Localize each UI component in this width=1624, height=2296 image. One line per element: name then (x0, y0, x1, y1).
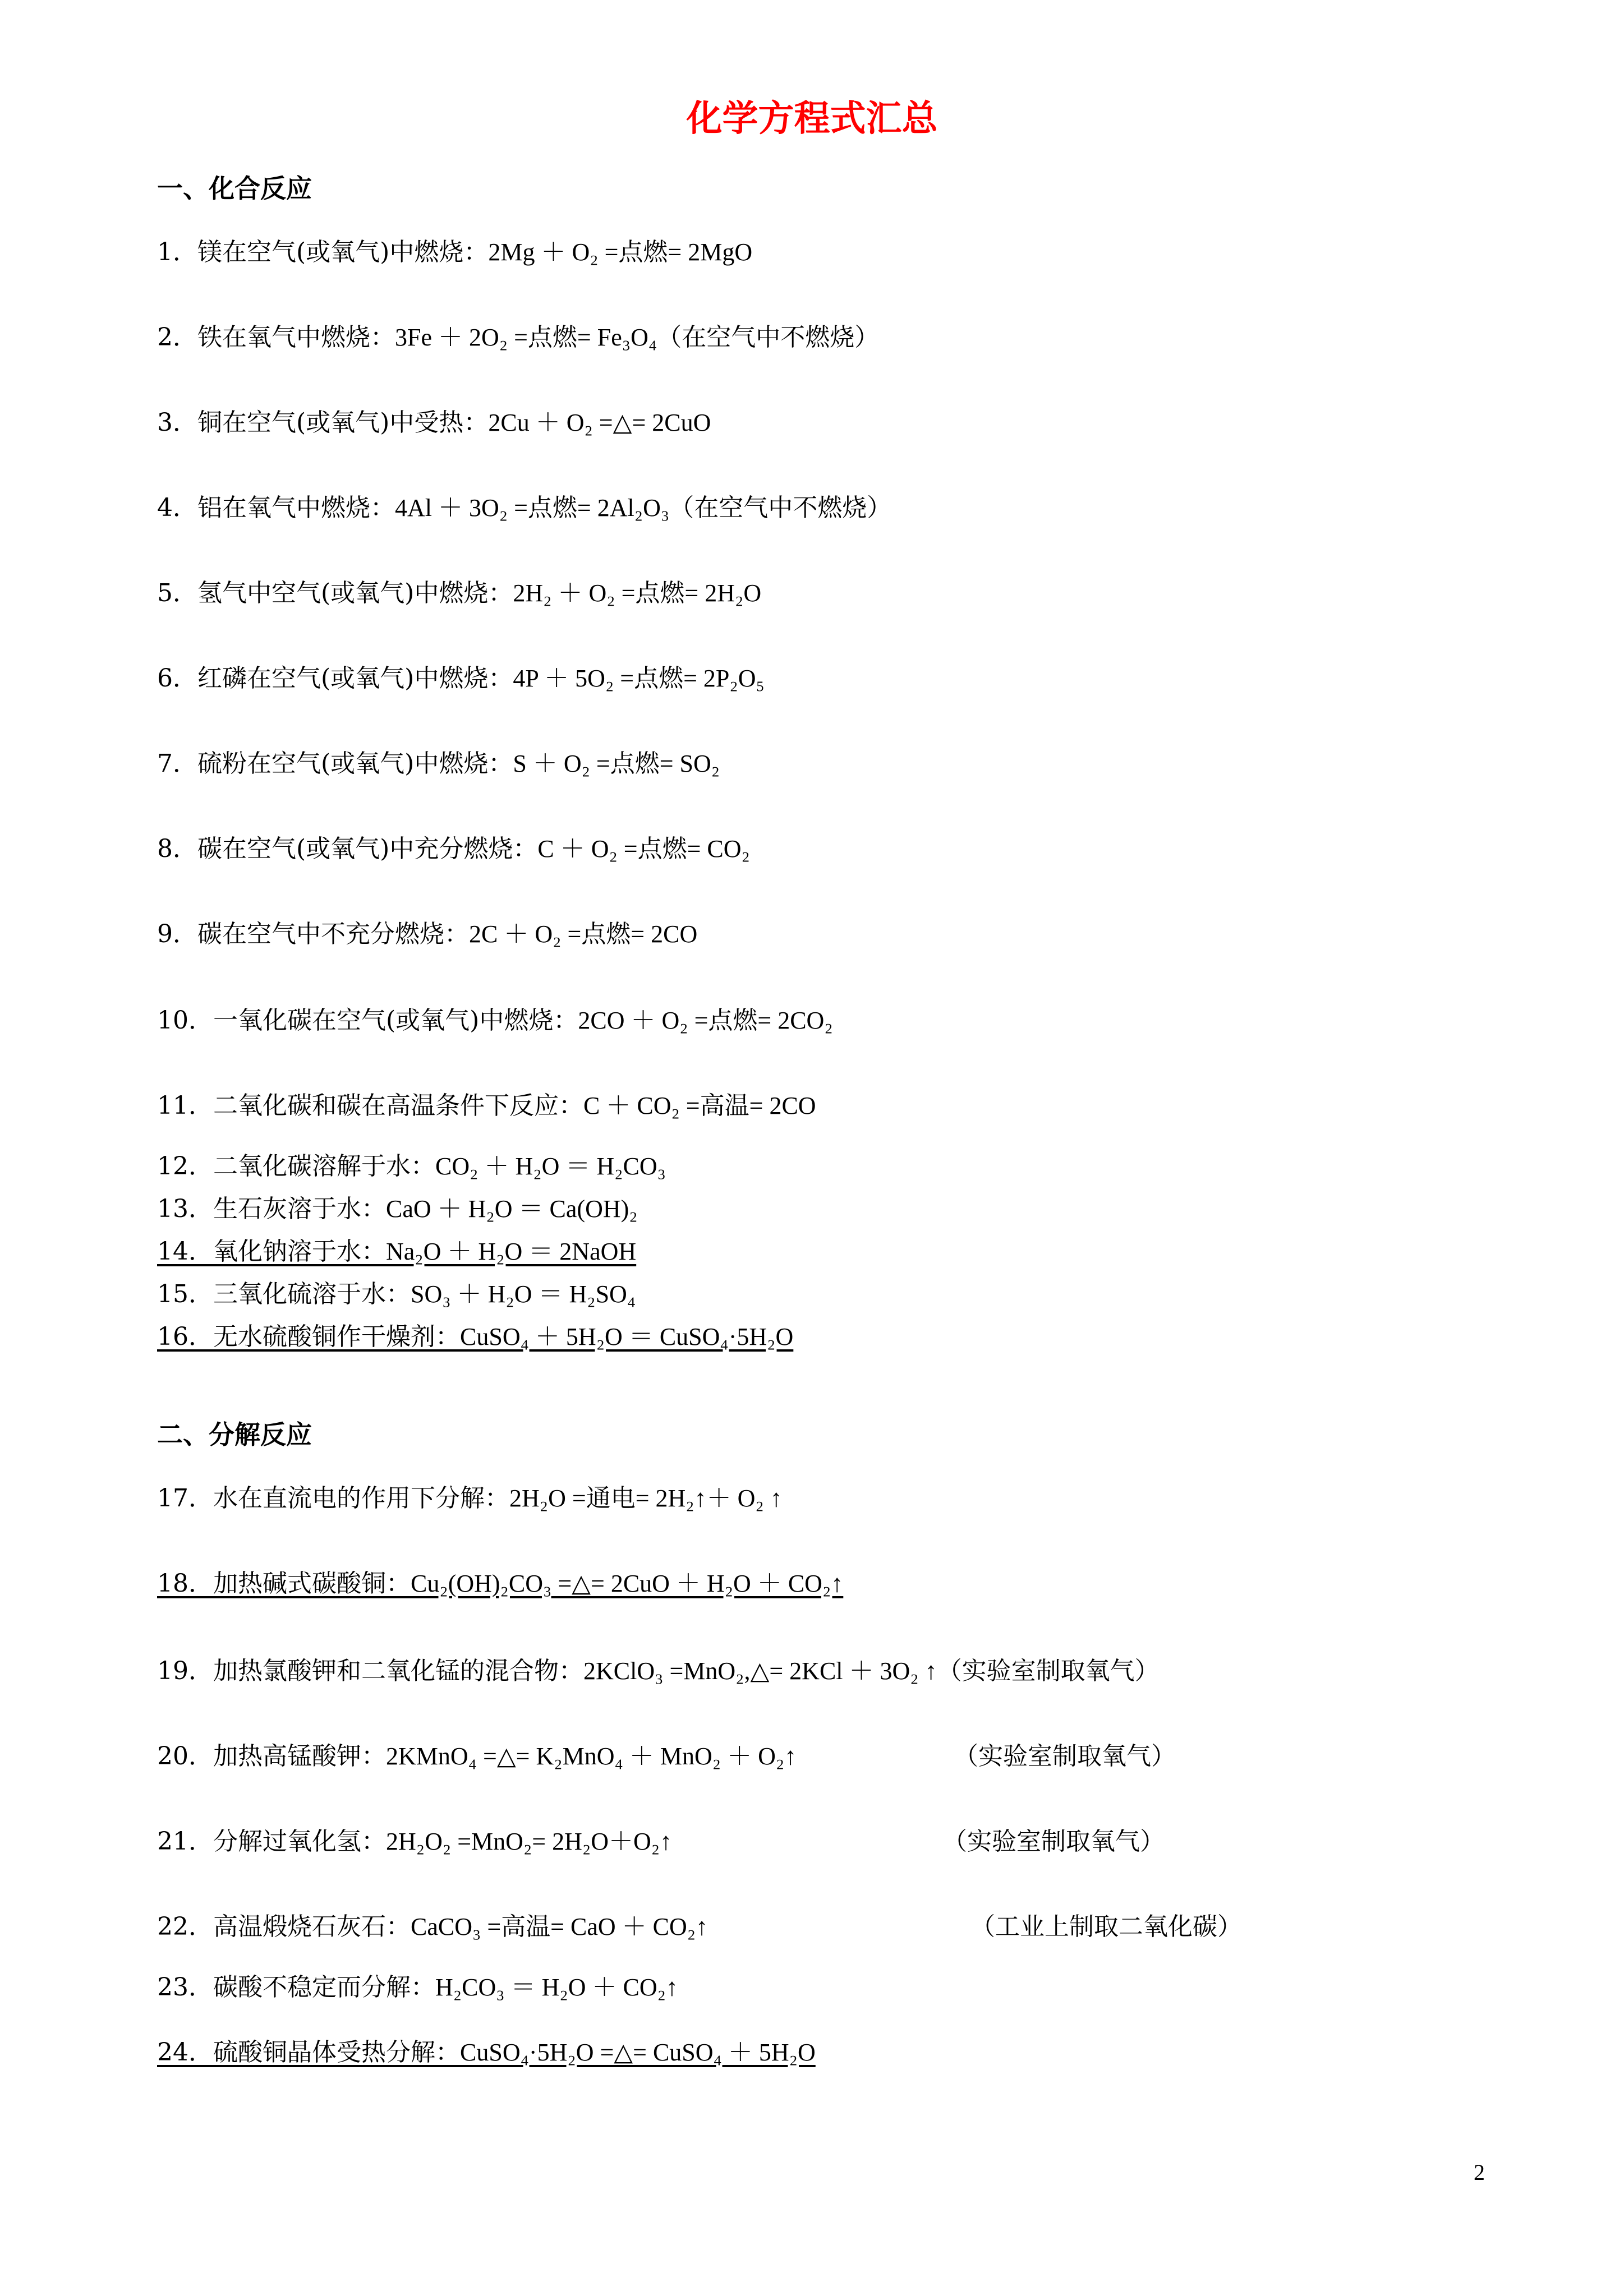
line-description: 红磷在空气(或氧气)中燃烧： (197, 664, 513, 693)
line-number: 3． (157, 408, 197, 437)
line-number: 1． (157, 238, 197, 266)
line-number: 21． (157, 1827, 213, 1856)
line-number: 2． (157, 323, 197, 352)
line-note: （实验室制取氧气） (942, 1827, 1165, 1856)
line-number: 16． (157, 1322, 213, 1351)
line-description: 二氧化碳和碳在高温条件下反应： (213, 1091, 583, 1120)
section-heading-combination: 一、化合反应 (157, 173, 312, 204)
chemical-equation: CaCO₃ =高温= CaO ＋ CO₂↑ (411, 1913, 709, 1940)
equation-line (157, 1150, 666, 1183)
equation-line (157, 1235, 636, 1269)
chemical-equation: 2H₂ ＋ O₂ =点燃= 2H₂O (513, 579, 762, 607)
line-number: 14． (157, 1237, 213, 1266)
line-number: 22． (157, 1912, 213, 1941)
chemical-equation: 2Cu ＋ O₂ =△= 2CuO (488, 409, 711, 436)
chemical-equation: SO₃ ＋ H₂O ＝ H₂SO₄ (411, 1280, 636, 1308)
equation-line (157, 832, 750, 866)
page-number: 2 (1474, 2160, 1485, 2185)
line-number: 15． (157, 1280, 213, 1308)
line-description: 硫酸铜晶体受热分解： (213, 2038, 460, 2067)
line-description: 碳在空气(或氧气)中充分燃烧： (197, 835, 538, 863)
equation-line (157, 406, 711, 440)
chemical-equation: 4P ＋ 5O₂ =点燃= 2P₂O₅ (513, 665, 765, 692)
line-number: 7． (157, 749, 197, 778)
equation-line (157, 662, 765, 695)
line-description: 加热氯酸钾和二氧化锰的混合物： (213, 1657, 583, 1685)
equation-line (157, 321, 879, 354)
line-number: 24． (157, 2038, 213, 2067)
chemical-equation: Cu₂(OH)₂CO₃ =△= 2CuO ＋ H₂O ＋ CO₂↑ (411, 1570, 844, 1597)
line-number: 11． (157, 1091, 213, 1120)
line-number: 6． (157, 664, 197, 693)
equation-line (157, 577, 761, 610)
line-number: 18． (157, 1569, 213, 1598)
section-heading-decomposition: 二、分解反应 (157, 1419, 312, 1450)
chemical-equation: 4Al ＋ 3O₂ =点燃= 2Al₂O₃ (395, 494, 670, 522)
equation-line (157, 747, 720, 781)
line-number: 10． (157, 1006, 213, 1035)
equation-line (157, 1320, 793, 1354)
chemical-equation: C ＋ O₂ =点燃= CO₂ (537, 835, 750, 863)
line-description: 生石灰溶于水： (213, 1195, 386, 1223)
line-description: 铁在氧气中燃烧： (197, 323, 395, 352)
line-number: 12． (157, 1152, 213, 1181)
equation-line (157, 1482, 783, 1515)
line-description: 氧化钠溶于水： (213, 1237, 386, 1266)
line-description: 加热高锰酸钾： (213, 1742, 386, 1771)
equation-line (157, 918, 697, 951)
line-number: 13． (157, 1195, 213, 1223)
line-description: 一氧化碳在空气(或氧气)中燃烧： (213, 1006, 578, 1035)
line-description: 碳酸不稳定而分解： (213, 1973, 435, 2002)
equation-line (157, 1567, 843, 1601)
chemical-equation: CuSO₄ ＋ 5H₂O ＝ CuSO₄·5H₂O (460, 1323, 794, 1350)
chemical-equation: 2H₂O =通电= 2H₂↑＋ O₂ ↑ (509, 1484, 783, 1512)
chemical-equation: C ＋ CO₂ =高温= 2CO (583, 1092, 816, 1119)
line-description: 铜在空气(或氧气)中受热： (197, 408, 489, 437)
line-number: 23． (157, 1973, 213, 2002)
equation-line (157, 1192, 638, 1226)
line-description: 加热碱式碳酸铜： (213, 1569, 411, 1598)
equation-line (157, 2036, 816, 2069)
line-note: （在空气中不燃烧） (657, 323, 880, 352)
line-description: 水在直流电的作用下分解： (213, 1484, 509, 1513)
chemical-equation: 2KMnO₄ =△= K₂MnO₄ ＋ MnO₂ ＋ O₂↑ (386, 1742, 797, 1770)
chemical-equation: 2KClO₃ =MnO₂,△= 2KCl ＋ 3O₂ ↑ (583, 1657, 937, 1685)
line-description: 铝在氧气中燃烧： (197, 494, 395, 522)
equation-line (157, 1740, 797, 1773)
equation-line (157, 1825, 672, 1859)
line-description: 三氧化硫溶于水： (213, 1280, 411, 1308)
equation-line (157, 491, 891, 525)
chemical-equation: CO₂ ＋ H₂O ＝ H₂CO₃ (435, 1152, 666, 1180)
line-number: 4． (157, 494, 197, 522)
line-note: （实验室制取氧气） (937, 1657, 1160, 1685)
equation-line (157, 1971, 678, 2004)
equation-line (157, 1004, 833, 1038)
line-number: 8． (157, 835, 197, 863)
chemical-equation: 2H₂O₂ =MnO₂= 2H₂O＋O₂↑ (386, 1828, 673, 1855)
line-number: 17． (157, 1484, 213, 1513)
page-title: 化学方程式汇总 (686, 98, 938, 140)
line-description: 无水硫酸铜作干燥剂： (213, 1322, 460, 1351)
line-note: （工业上制取二氧化碳） (970, 1912, 1242, 1941)
line-number: 5． (157, 579, 197, 607)
line-note: （在空气中不燃烧） (669, 494, 892, 522)
chemical-equation: 2CO ＋ O₂ =点燃= 2CO₂ (578, 1007, 833, 1034)
chemical-equation: 3Fe ＋ 2O₂ =点燃= Fe₃O₄ (395, 324, 657, 351)
chemical-equation: 2C ＋ O₂ =点燃= 2CO (469, 920, 698, 948)
chemical-equation: CuSO₄·5H₂O =△= CuSO₄ ＋ 5H₂O (460, 2039, 816, 2066)
line-description: 高温煅烧石灰石： (213, 1912, 411, 1941)
equation-line (157, 1089, 816, 1123)
line-number: 20． (157, 1742, 213, 1771)
equation-line (157, 1654, 1160, 1688)
chemical-equation: S ＋ O₂ =点燃= SO₂ (513, 750, 720, 777)
line-description: 镁在空气(或氧气)中燃烧： (197, 238, 489, 266)
line-note: （实验室制取氧气） (954, 1742, 1176, 1771)
chemical-equation: H₂CO₃ ＝ H₂O ＋ CO₂↑ (435, 1974, 678, 2001)
equation-line (157, 1910, 708, 1944)
line-description: 二氧化碳溶解于水： (213, 1152, 435, 1181)
chemical-equation: CaO ＋ H₂O ＝ Ca(OH)₂ (386, 1195, 638, 1223)
chemical-equation: Na₂O ＋ H₂O ＝ 2NaOH (386, 1238, 637, 1265)
line-number: 19． (157, 1657, 213, 1685)
line-description: 分解过氧化氢： (213, 1827, 386, 1856)
line-number: 9． (157, 920, 197, 948)
line-description: 碳在空气中不充分燃烧： (197, 920, 469, 948)
line-description: 硫粉在空气(或氧气)中燃烧： (197, 749, 513, 778)
line-description: 氢气中空气(或氧气)中燃烧： (197, 579, 513, 607)
chemical-equation: 2Mg ＋ O₂ =点燃= 2MgO (488, 238, 753, 266)
equation-line (157, 1278, 636, 1311)
equation-line (157, 236, 752, 269)
